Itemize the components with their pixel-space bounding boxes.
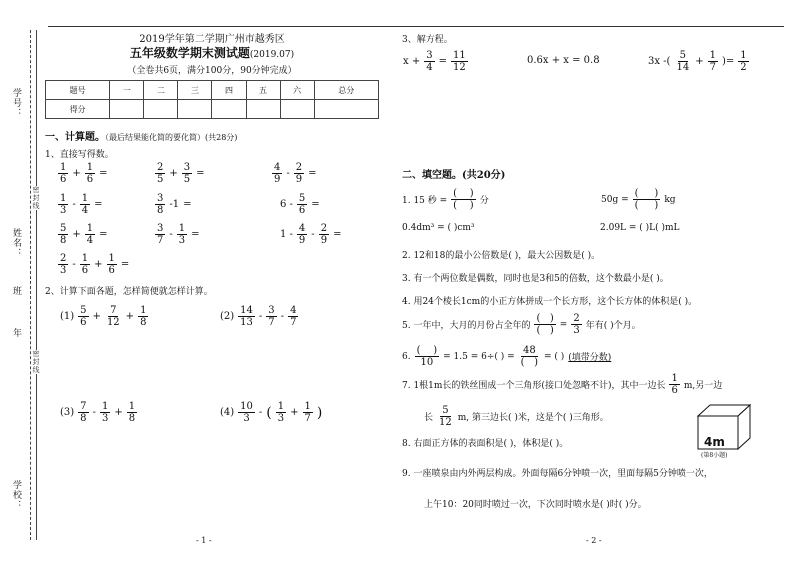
exam-title-main: 五年级数学期末测试题 <box>129 46 250 60</box>
fill-q6: 6. $\frac{( )}{10}$ = 1.5 = 6÷( ) = $\frac{48}{( )}$ = ( ) (填带分数) <box>402 345 612 368</box>
score-header-cell: 总分 <box>314 81 378 100</box>
fill-q9-line2: 上午10：20同时喷过一次，下次同时喷水是( )时( )分。 <box>424 500 647 510</box>
fraction: $\frac{1}{7}$ <box>304 401 311 424</box>
equation-1: x + $\frac{3}{4}$ = $\frac{11}{12}$ <box>403 50 466 73</box>
fraction: $\frac{4}{9}$ <box>298 223 306 246</box>
fraction-blank[interactable]: $\frac{48}{( )}$ <box>520 345 538 368</box>
fill-q1c: 0.4dm³ = ( )cm³ <box>402 223 475 233</box>
fraction: $\frac{2}{5}$ <box>157 162 164 185</box>
equation-2: 0.6x + x = 0.8 <box>527 55 600 66</box>
fraction: $\frac{7}{12}$ <box>106 305 120 328</box>
grade-label: 年 <box>11 328 21 338</box>
fill-q5: 5. 一年中，大月的月份占全年的 $\frac{( )}{( )}$ = $\frac{2}{3}$ 年有( )个月。 <box>402 313 641 336</box>
fill-q1b: 50g = $\frac{( )}{( )}$ kg <box>601 188 676 211</box>
seal-line-label-2: 密封线 <box>32 350 40 374</box>
calc-item-4: (4) $\frac{10}{3}$ - ( $\frac{1}{3}$ + $\frac{1}{7}$ ) <box>220 401 323 424</box>
fraction: $\frac{5}{12}$ <box>439 405 452 428</box>
mental-math-item: $\frac{5}{8}$ + $\frac{1}{4}$ = <box>60 223 108 246</box>
section1-note: （最后结果能化简的要化简）(共28分) <box>105 133 238 142</box>
mental-math-item: $\frac{2}{3}$ - $\frac{1}{6}$ + $\frac{1}{6}$ = <box>60 253 130 276</box>
fill-q7-line1: 7. 1根1m长的铁丝围成一个三角形(接口处忽略不计)，其中一边长 $\frac{1}{6}$ m,另一边 <box>402 373 723 396</box>
section1-title: 一、计算题。 <box>45 132 105 143</box>
calc-item-3: (3) $\frac{7}{8}$ - $\frac{1}{3}$ + $\frac{1}{8}$ <box>60 401 136 424</box>
fraction: $\frac{1}{6}$ <box>108 253 115 276</box>
exam-district-title: 2019学年第二学期广州市越秀区 <box>139 34 285 45</box>
fraction: $\frac{7}{8}$ <box>80 401 87 424</box>
fill-q7-line2: 长 $\frac{5}{12}$ m, 第三边长( )米，这是个( )三角形。 <box>424 405 609 428</box>
fraction: $\frac{1}{3}$ <box>101 401 109 424</box>
binding-solid-line <box>36 30 37 540</box>
fill-q1d: 2.09L = ( )L( )mL <box>600 223 680 233</box>
fraction: $\frac{1}{3}$ <box>178 223 186 246</box>
section1-q2: 2、计算下面各题，怎样简便就怎样计算。 <box>45 287 213 297</box>
class-label: 班 <box>11 286 21 296</box>
page-number-right: - 2 - <box>586 536 602 545</box>
fraction: $\frac{1}{6}$ <box>671 373 678 396</box>
section1-heading <box>45 128 237 143</box>
score-table-score-row <box>46 100 379 119</box>
seal-line-label-1: 密封线 <box>32 186 40 210</box>
score-header-cell: 二 <box>144 81 178 100</box>
score-header-cell: 五 <box>246 81 280 100</box>
mental-math-item: $\frac{1}{3}$ - $\frac{1}{4}$ = <box>60 193 103 216</box>
score-table <box>45 80 379 119</box>
section2-title: 二、填空题。(共20分) <box>402 170 506 181</box>
fraction: $\frac{1}{6}$ <box>81 253 89 276</box>
fill-q8: 8. 右面正方体的表面积是( )，体积是( )。 <box>402 439 569 449</box>
fill-q2: 2. 12和18的最小公倍数是( )，最大公因数是( )。 <box>402 251 601 261</box>
fraction: $\frac{5}{8}$ <box>60 223 67 246</box>
mental-math-item: $\frac{2}{5}$ + $\frac{3}{5}$ = <box>157 162 205 185</box>
score-cell[interactable] <box>280 100 314 119</box>
score-cell[interactable] <box>178 100 212 119</box>
fill-q4: 4. 用24个棱长1cm的小正方体拼成一个长方形，这个长方体的体积是( )。 <box>402 297 698 307</box>
mental-math-item: $\frac{4}{9}$ - $\frac{2}{9}$ = <box>274 162 317 185</box>
fraction: $\frac{1}{3}$ <box>60 193 67 216</box>
score-cell[interactable] <box>110 100 144 119</box>
fraction-blank[interactable]: $\frac{( )}{( )}$ <box>634 188 659 211</box>
fraction: $\frac{3}{5}$ <box>183 162 191 185</box>
fraction: $\frac{5}{14}$ <box>676 50 690 73</box>
exam-title-date: (2019.07) <box>249 50 295 60</box>
top-rule <box>48 26 784 27</box>
binding-dashed-line <box>30 30 31 540</box>
fraction: $\frac{1}{6}$ <box>86 162 94 185</box>
fraction: $\frac{11}{12}$ <box>452 50 466 73</box>
fraction-blank[interactable]: $\frac{( )}{( )}$ <box>453 188 474 211</box>
fraction: $\frac{3}{4}$ <box>426 50 433 73</box>
fraction: $\frac{2}{3}$ <box>60 253 67 276</box>
score-table-header-row <box>46 81 379 100</box>
name-label: 姓名： <box>11 228 21 258</box>
fraction: $\frac{1}{8}$ <box>140 305 147 328</box>
fraction: $\frac{14}{13}$ <box>240 305 253 328</box>
fraction: $\frac{3}{7}$ <box>268 305 275 328</box>
fraction: $\frac{1}{7}$ <box>709 50 716 73</box>
cube-caption: (第8小题) <box>701 452 728 459</box>
mixed-number-hint: (填带分数) <box>568 353 612 363</box>
exam-title <box>45 44 379 61</box>
section3-title: 3、解方程。 <box>402 35 453 45</box>
fraction: $\frac{3}{7}$ <box>157 223 164 246</box>
fraction: $\frac{1}{4}$ <box>81 193 89 216</box>
fraction: $\frac{3}{8}$ <box>157 193 164 216</box>
fill-q3: 3. 有一个两位数是偶数，同时也是3和5的倍数，这个数最小是( )。 <box>402 274 669 284</box>
fraction: $\frac{1}{8}$ <box>128 401 136 424</box>
mental-math-item: $\frac{1}{6}$ + $\frac{1}{6}$ = <box>60 162 108 185</box>
fill-q1a: 1. 15 秒 = $\frac{( )}{( )}$ 分 <box>402 188 489 211</box>
fraction: $\frac{2}{9}$ <box>295 162 303 185</box>
mental-math-item: $\frac{3}{8}$ -1 = <box>157 193 192 216</box>
fraction: $\frac{5}{6}$ <box>298 193 306 216</box>
cube-edge-label: 4m <box>704 435 725 449</box>
score-cell[interactable] <box>144 100 178 119</box>
score-cell[interactable] <box>314 100 378 119</box>
fraction: $\frac{1}{6}$ <box>60 162 67 185</box>
mental-math-item: $\frac{3}{7}$ - $\frac{1}{3}$ = <box>157 223 200 246</box>
school-label: 学校： <box>11 480 21 510</box>
fraction: $\frac{10}{3}$ <box>240 401 253 424</box>
fraction-blank[interactable]: $\frac{( )}{10}$ <box>416 345 438 368</box>
fraction-blank[interactable]: $\frac{( )}{( )}$ <box>536 313 554 336</box>
fraction: $\frac{1}{2}$ <box>740 50 747 73</box>
score-header-cell: 三 <box>178 81 212 100</box>
equation-3: 3x -( $\frac{5}{14}$ + $\frac{1}{7}$ )= $\frac{1}{2}$ <box>648 50 747 73</box>
student-number-label: 学号： <box>11 88 21 118</box>
exam-subtitle: （全卷共6页，满分100分，90分钟完成） <box>127 66 297 76</box>
score-header-cell: 一 <box>110 81 144 100</box>
fill-q9-line1: 9. 一座喷泉由内外两层构成。外面每隔6分钟喷一次，里面每隔5分钟喷一次， <box>402 469 713 479</box>
score-row-label: 得分 <box>46 100 110 119</box>
mental-math-item: 6 - $\frac{5}{6}$ = <box>280 193 320 216</box>
fraction: $\frac{4}{7}$ <box>290 305 297 328</box>
fraction: $\frac{1}{4}$ <box>86 223 94 246</box>
fraction: $\frac{1}{3}$ <box>277 401 285 424</box>
score-header-cell: 四 <box>212 81 246 100</box>
mental-math-item: 1 - $\frac{4}{9}$ - $\frac{2}{9}$ = <box>280 223 342 246</box>
fraction: $\frac{5}{6}$ <box>80 305 87 328</box>
calc-item-1: (1) $\frac{5}{6}$ + $\frac{7}{12}$ + $\frac{1}{8}$ <box>60 305 147 328</box>
score-cell[interactable] <box>212 100 246 119</box>
fraction: $\frac{2}{3}$ <box>573 313 580 336</box>
fraction: $\frac{4}{9}$ <box>274 162 281 185</box>
score-header-cell: 六 <box>280 81 314 100</box>
fraction: $\frac{2}{9}$ <box>320 223 328 246</box>
calc-item-2: (2) $\frac{14}{13}$ - $\frac{3}{7}$ - $\frac{4}{7}$ <box>220 305 297 328</box>
score-cell[interactable] <box>246 100 280 119</box>
page-number-left: - 1 - <box>196 536 212 545</box>
score-header-cell: 题号 <box>46 81 110 100</box>
section1-q1: 1、直接写得数。 <box>45 150 114 160</box>
